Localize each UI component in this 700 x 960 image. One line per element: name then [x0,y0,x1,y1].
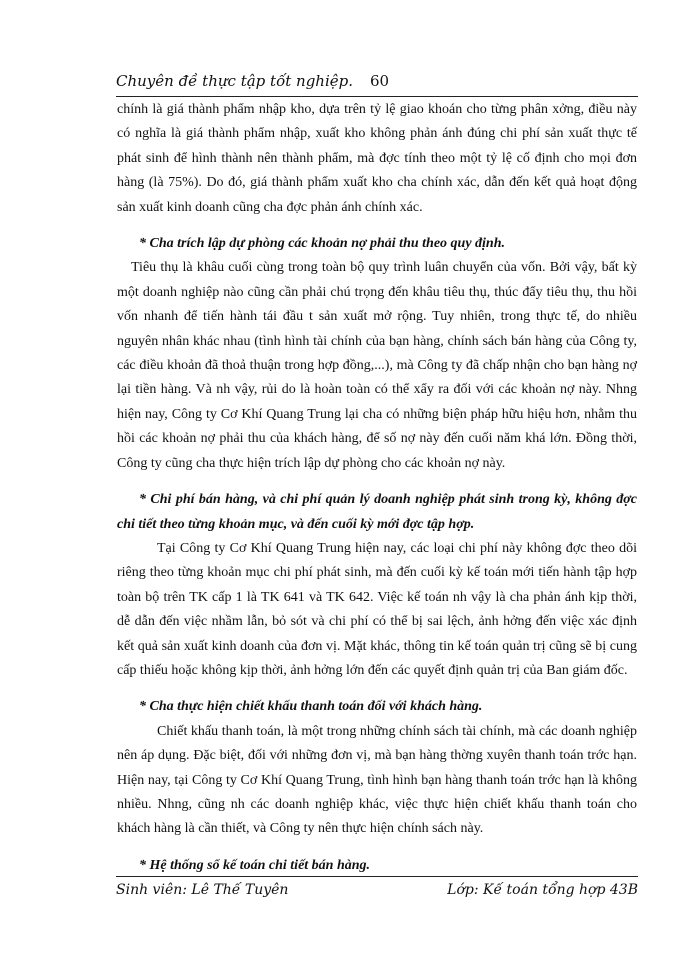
spacer [117,683,637,695]
spacer [117,220,637,232]
section-heading-2: * Chi phí bán hàng, và chi phí quản lý doanh nghiệp phát sinh trong kỳ, không đợc chi tiết theo từng khoản mục, và đến cuối kỳ mới đợc tập hợp. [117,492,637,532]
page-header [116,72,636,90]
spacer [117,476,637,488]
header-divider [116,96,638,97]
paragraph-3: Tại Công ty Cơ Khí Quang Trung hiện nay, các loại chi phí này không đợc theo dõi riêng theo từng khoản mục chi phí phát sinh, mà đến cuối kỳ kế toán mới tiến hành tập hợp toàn bộ trên TK cấp 1 là TK 641 và TK 642. Việc kế toán nh vậy là cha phản ánh kịp thời, dễ dẫn đến việc nhầm lẫn, bỏ sót và chi phí có thể bị sai lệch, ảnh hởng đến việc xác định kết quả sản xuất kinh doanh của đơn vị. Mặt khác, thông tin kế toán quản trị cũng sẽ bị cung cấp thiếu hoặc không kịp thời, ảnh hởng lớn đến các quyết định quản trị của Ban giám đốc. [117,540,637,678]
page-number: 60 [370,72,390,90]
page-footer [116,882,638,898]
footer-student: Sinh viên: Lê Thế Tuyên [116,882,289,898]
section-heading-1: * Cha trích lập dự phòng các khoản nợ phải thu theo quy định. [139,236,505,252]
section-heading-3: * Cha thực hiện chiết khấu thanh toán đối với khách hàng. [139,699,483,715]
paragraph-2: Tiêu thụ là khâu cuối cùng trong toàn bộ quy trình luân chuyển của vốn. Bởi vậy, bất kỳ một doanh nghiệp nào cũng cần phải chú trọng đến khâu tiêu thụ, thúc đẩy tiêu thụ, thu hồi vốn nhanh để tiến hành tái đầu t sản xuất mở rộng. Tuy nhiên, trong thực tế, do nhiều nguyên nhân khác nhau (tình hình tài chính của bạn hàng, chính sách bán hàng của Công ty, các điều khoản đã thoả thuận trong hợp đồng,...), mà Công ty đã chấp nhận cho bạn hàng nợ lại tiền hàng. Và nh vậy, rủi do là hoàn toàn có thể xẩy ra đối với các khoản nợ này. Nhng hiện nay, Công ty Cơ Khí Quang Trung lại cha có những biện pháp hữu hiệu hơn, nhằm thu hồi các khoản nợ phải thu của khách hàng, để số nợ này đến cuối năm khá lớn. Đồng thời, Công ty cũng cha thực hiện trích lập dự phòng cho các khoản nợ này. [117,260,637,471]
header-title: Chuyên đề thực tập tốt nghiệp. [116,72,354,90]
paragraph-4: Chiết khấu thanh toán, là một trong những chính sách tài chính, mà các doanh nghiệp nên áp dụng. Đặc biệt, đối với những đơn vị, mà bạn hàng thờng xuyên thanh toán trớc hạn. Hiện nay, tại Công ty Cơ Khí Quang Trung, tình hình bạn hàng thanh toán trớc hạn là không nhiều. Nhng, cũng nh các doanh nghiệp khác, việc thực hiện chiết khấu thanh toán cho khách hàng là cần thiết, và Công ty nên thực hiện chính sách này. [117,723,637,837]
footer-class: Lớp: Kế toán tổng hợp 43B [447,882,638,898]
spacer [117,842,637,854]
section-heading-4: * Hệ thống sổ kế toán chi tiết bán hàng. [139,857,371,873]
footer-divider [116,876,638,877]
paragraph-1: chính là giá thành phẩm nhập kho, dựa trên tỷ lệ giao khoán cho từng phân xởng, điều này có nghĩa là giá thành phẩm nhập, xuất kho không phản ánh đúng chi phí sản xuất thực tế phát sinh để hình thành nên thành phẩm, mà đợc tính theo một tỷ lệ cố định cho mọi đơn hàng (là 75%). Do đó, giá thành phẩm xuất kho cha chính xác, dẫn đến kết quả hoạt động sản xuất kinh doanh cũng cha đợc phản ánh chính xác. [117,102,637,215]
document-body [117,98,637,878]
